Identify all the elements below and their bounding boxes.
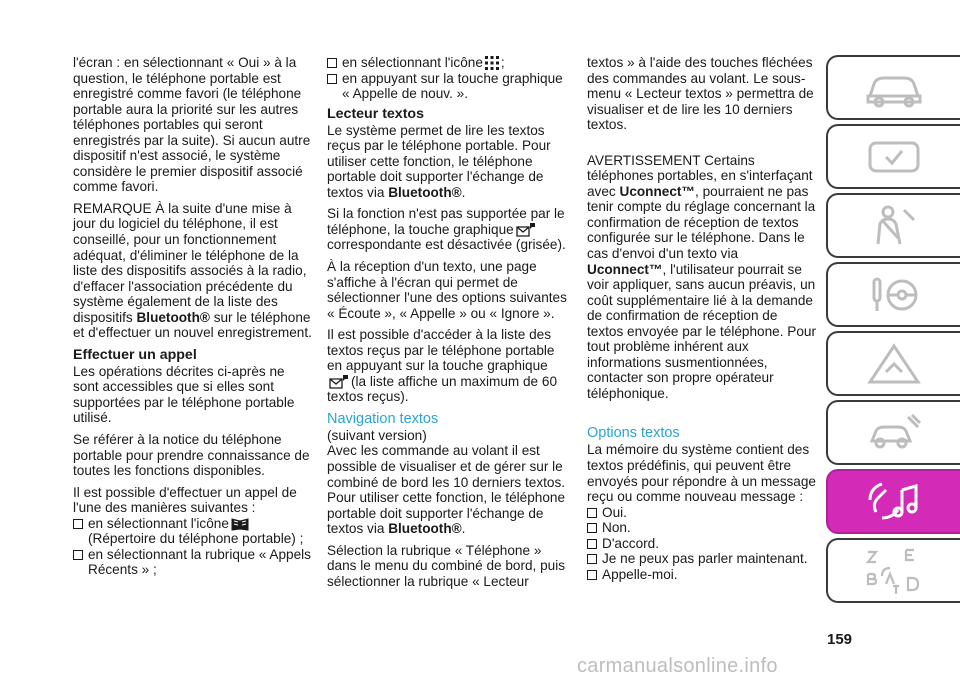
list-item: en sélectionnant l'icône ; xyxy=(327,55,567,71)
paragraph: Il est possible d'accéder à la liste des textos reçus par le téléphone portable en appuyant sur la touche graphique (la liste affiche un maximum de 60 textos reçus). xyxy=(327,327,558,405)
checkbox-bullet-icon xyxy=(587,508,597,518)
list-item: Je ne peux pas parler maintenant. xyxy=(587,551,817,567)
text-column-3 xyxy=(587,55,817,582)
paragraph: textos » à l'aide des touches fléchées des commandes au volant. Le sous-menu « Lecteur textos » permettra de visualiser et de lire les 10 derniers textos. xyxy=(587,55,814,133)
dashboard-warning-icon xyxy=(864,137,924,177)
message-envelope-icon xyxy=(516,222,536,237)
checkbox-bullet-icon xyxy=(73,519,83,529)
warning-triangle-icon xyxy=(864,342,924,386)
paragraph: Le système permet de lire les textos reçus par le téléphone portable. Pour utiliser cette fonction, le téléphone portable doit supporter l'échange de textos via Bluetooth®. xyxy=(327,122,551,200)
seatbelt-person-icon xyxy=(864,204,924,248)
car-icon xyxy=(864,68,924,108)
wrench-car-icon xyxy=(864,411,924,455)
heading-options-textos: Options textos xyxy=(587,425,680,442)
list-item: D'accord. xyxy=(587,536,817,552)
list-item: Non. xyxy=(587,520,817,536)
sidebar-tab-index[interactable] xyxy=(826,538,960,603)
text-column-1 xyxy=(73,55,313,578)
sidebar-tab-starting[interactable] xyxy=(826,262,960,327)
heading-navigation-textos: Navigation textos xyxy=(327,410,439,427)
paragraph: Sélection la rubrique « Téléphone » dans le menu du combiné de bord, puis sélectionner la rubrique « Lecteur xyxy=(327,542,566,589)
watermark: carmanualsonline.info xyxy=(577,655,778,677)
list-item: Oui. xyxy=(587,505,817,521)
list-item: Appelle-moi. xyxy=(587,567,817,583)
heading-effectuer-appel: Effectuer un appel xyxy=(73,346,197,363)
phone-music-icon xyxy=(864,478,924,526)
checkbox-bullet-icon xyxy=(587,539,597,549)
page-number: 159 xyxy=(827,631,853,648)
paragraph: Si la fonction n'est pas supportée par le téléphone, la touche graphique correspondante est désactivée (grisée). xyxy=(327,206,566,253)
paragraph: Avec les commande au volant il est possible de visualiser et de gérer sur le combiné de bord les 10 derniers textos. Pour utiliser cette fonction, le téléphone portable doit supporter l'échange de textos via Bluetooth®. xyxy=(327,443,566,537)
paragraph: À la réception d'un texto, une page s'affiche à l'écran qui permet de sélectionner l'une des options suivantes « Écoute », « Appelle » ou « Ignore ». xyxy=(327,259,567,321)
paragraph-remarque: REMARQUE À la suite d'une mise à jour du logiciel du téléphone, il est conseillé, pour un fonctionnement adéquat, d'éliminer le téléphone de la liste des dispositifs associés à la radio, d'effacer l'association précédente du système également de la liste des dispositifs Bluetooth® sur le téléphone et d'effectuer un nouvel enregistrement. xyxy=(73,200,312,341)
heading-lecteur-textos: Lecteur textos xyxy=(327,105,424,122)
checkbox-bullet-icon xyxy=(587,523,597,533)
sidebar-tab-safety[interactable] xyxy=(826,193,960,258)
paragraph: La mémoire du système contient des textos prédéfinis, qui peuvent être envoyés pour répondre à un message reçu ou comme nouveau message : xyxy=(587,442,816,505)
key-steering-icon xyxy=(864,273,924,317)
version-note: (suivant version) xyxy=(327,427,427,443)
index-letters-icon xyxy=(862,546,926,596)
sidebar-tab-emergency[interactable] xyxy=(826,331,960,396)
checkbox-bullet-icon xyxy=(587,570,597,580)
phonebook-icon xyxy=(231,517,249,531)
paragraph: Il est possible d'effectuer un appel de l'une des manières suivantes : xyxy=(73,484,297,516)
sidebar-tab-multimedia[interactable] xyxy=(826,469,960,534)
paragraph: l'écran : en sélectionnant « Oui » à la question, le téléphone portable est enregistré comme favori (le téléphone portable aura la priorité sur les autres téléphones portables qui seront enregistrés par la suite). Si aucun autre dispositif n'est associé, le système considère le premier dispositif associé comme favori. xyxy=(73,55,311,195)
list-item: en sélectionnant la rubrique « Appels Récents » ; xyxy=(73,547,313,578)
keypad-grid-icon xyxy=(485,56,499,70)
message-envelope-icon xyxy=(329,374,349,389)
paragraph-avertissement: AVERTISSEMENT Certains téléphones portables, en s'interfaçant avec Uconnect™, pourraient ne pas tenir compte du réglage concernant la confirmation de réception de textos configurée sur le téléphone. Dans le cas d'envoi d'un texto via Uconnect™, l'utilisateur pourrait se voir appliquer, sans aucun préavis, un coût supplémentaire lié à la demande de confirmation de réception de textos envoyée par le téléphone. Pour tout problème inhérent aux informations susmentionnées, contacter son propre opérateur téléphonique. xyxy=(587,152,816,401)
checkbox-bullet-icon xyxy=(327,74,337,84)
checkbox-bullet-icon xyxy=(327,58,337,68)
paragraph: Les opérations décrites ci-après ne sont accessibles que si elles sont supportées par le téléphone portable utilisé. xyxy=(73,363,295,426)
text-column-2 xyxy=(327,55,567,595)
sidebar-tab-maintenance[interactable] xyxy=(826,400,960,465)
sidebar-tab-car[interactable] xyxy=(826,55,960,120)
checkbox-bullet-icon xyxy=(587,554,597,564)
list-item: en appuyant sur la touche graphique « Appelle de nouv. ». xyxy=(327,71,567,102)
paragraph: Se référer à la notice du téléphone portable pour prendre connaissance de toutes les fonctions disponibles. xyxy=(73,432,310,479)
sidebar-tab-dashboard[interactable] xyxy=(826,124,960,189)
list-item: en sélectionnant l'icône (Répertoire du téléphone portable) ; xyxy=(73,516,313,547)
checkbox-bullet-icon xyxy=(73,550,83,560)
